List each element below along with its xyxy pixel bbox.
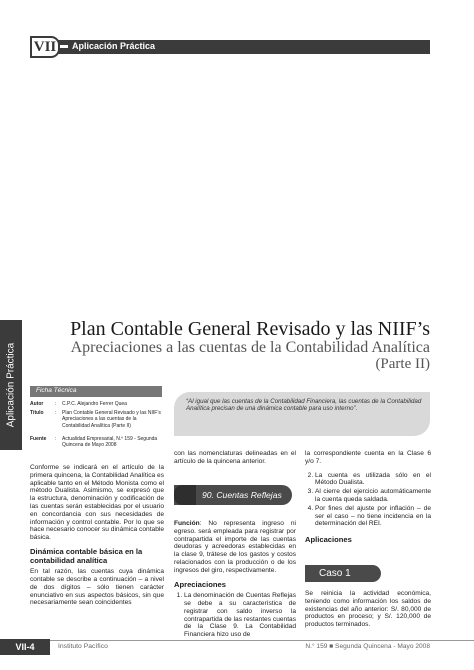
paragraph: Conforme se indicará en el artículo de la primera quincena, la Contabilidad Analítica es aplicable tanto en el Método Monista como el método Dualista. Asimismo, se expresó que la estructura, denominación y codificación de las cuentas serán establecidas por el usuario en concordancia con sus necesidades de información y control contable. Por lo que se hace necesario conocer su dinámica contable básica.: [30, 464, 164, 542]
paragraph: En tal razón, las cuentas cuya dinámica contable se describe a continuación – a nivel de dos dígitos – sólo tienen carácter enunciativo en sus aspectos básicos, sin que necesariamente sean coincidentes: [30, 568, 164, 607]
chapter-badge: VII: [30, 36, 60, 58]
function-text: : No representa ingreso ni egreso. será empleada para registrar por contrapartida el importe de las cuentas deudoras y acreedoras establecidas en la clase 9, trátese de los gastos y costos relacionados con la producción o de los ingresos del giro, respectivamente.: [174, 520, 296, 574]
ficha-divider: [30, 396, 162, 397]
issue-info: N.° 159 ■ Segunda Quincena - Mayo 2008: [305, 643, 430, 650]
account-box-tab: [174, 485, 196, 505]
article-title: Plan Contable General Revisado y las NIIF’s: [70, 318, 430, 340]
list-item: 3. Al cierre del ejercicio automáticamente la cuenta queda saldada.: [315, 488, 431, 504]
page-number: VII-4: [0, 639, 50, 655]
column-3: [305, 450, 431, 548]
footer-divider: [0, 640, 474, 641]
ficha-row-autor: Autor : C.P.C. Alejandro Ferrer Quea: [30, 401, 164, 407]
section-title: Aplicación Práctica: [72, 41, 156, 51]
ficha-key: Autor: [30, 401, 44, 407]
side-tab-label: Aplicación Práctica: [5, 342, 17, 428]
publisher-name: Instituto Pacífico: [58, 643, 108, 650]
case-heading-box: Caso 1: [305, 565, 381, 582]
column-2-body: [174, 520, 296, 640]
column-1: [30, 464, 164, 613]
column-2-top: [174, 450, 296, 472]
account-heading: 90. Cuentas Reflejas: [202, 490, 282, 500]
ficha-key: Fuente: [30, 436, 47, 442]
ficha-value: Plan Contable General Revisado y las NIIF’s Apreciaciones a las cuentas de la Contabilidad Analítica (Parte II): [62, 410, 161, 429]
apreciaciones-list-cont: [305, 472, 431, 529]
case-paragraph: Se reinicia la actividad económica, teniendo como información los saldos de existencias del año anterior: S/. 80,000 de productos en proceso; y S/. 120,000 de productos terminados.: [305, 590, 431, 629]
account-heading-box: [174, 485, 292, 505]
list-item: 2. La cuenta es utilizada sólo en el Método Dualista.: [315, 472, 431, 488]
apreciaciones-list: [174, 592, 296, 639]
list-item: 1. La denominación de Cuentas Reflejas se debe a su característica de registrar con saldo inverso la contrapartida de las restantes cuentas de la Clase 9. La Contabilidad Financiera hizo uso de: [184, 592, 296, 639]
article-subtitle: Apreciaciones a las cuentas de la Contabilidad Analítica: [70, 339, 430, 356]
ficha-row-titulo: Título : Plan Contable General Revisado y las NIIF’s Apreciaciones a las cuentas de la Contabilidad Analítica (Parte II): [30, 410, 164, 429]
pull-quote: “Al igual que las cuentas de la Contabilidad Financiera, las cuentas de la Contabilidad Analítica precisan de una dinámica contable para uso interno”.: [174, 392, 430, 436]
paragraph: con las nomenclaturas delineadas en el artículo de la quincena anterior.: [174, 450, 296, 465]
header-divider: [60, 45, 68, 48]
list-item: 4. Por fines del ajuste por inflación – de ser el caso – no tiene incidencia en la determinación del REI.: [315, 505, 431, 528]
ficha-value: Actualidad Empresarial, N.º 159 - Segunda Quincena de Mayo 2008: [62, 436, 158, 449]
paragraph: la correspondiente cuenta en la Clase 6 y/o 7.: [305, 450, 431, 465]
section-heading: Aplicaciones: [305, 535, 352, 545]
article-part: (Parte II): [375, 356, 430, 372]
function-label: Función: [174, 520, 200, 527]
section-heading: Apreciaciones: [174, 579, 226, 589]
section-heading: Dinámica contable básica en la contabilidad analítica: [30, 546, 143, 565]
ficha-value: C.P.C. Alejandro Ferrer Quea: [62, 401, 127, 407]
ficha-key: Título: [30, 410, 44, 416]
ficha-row-fuente: Fuente : Actualidad Empresarial, N.º 159 - Segunda Quincena de Mayo 2008: [30, 436, 164, 449]
function-paragraph: [174, 520, 296, 575]
ficha-heading: Ficha Técnica: [36, 387, 77, 394]
